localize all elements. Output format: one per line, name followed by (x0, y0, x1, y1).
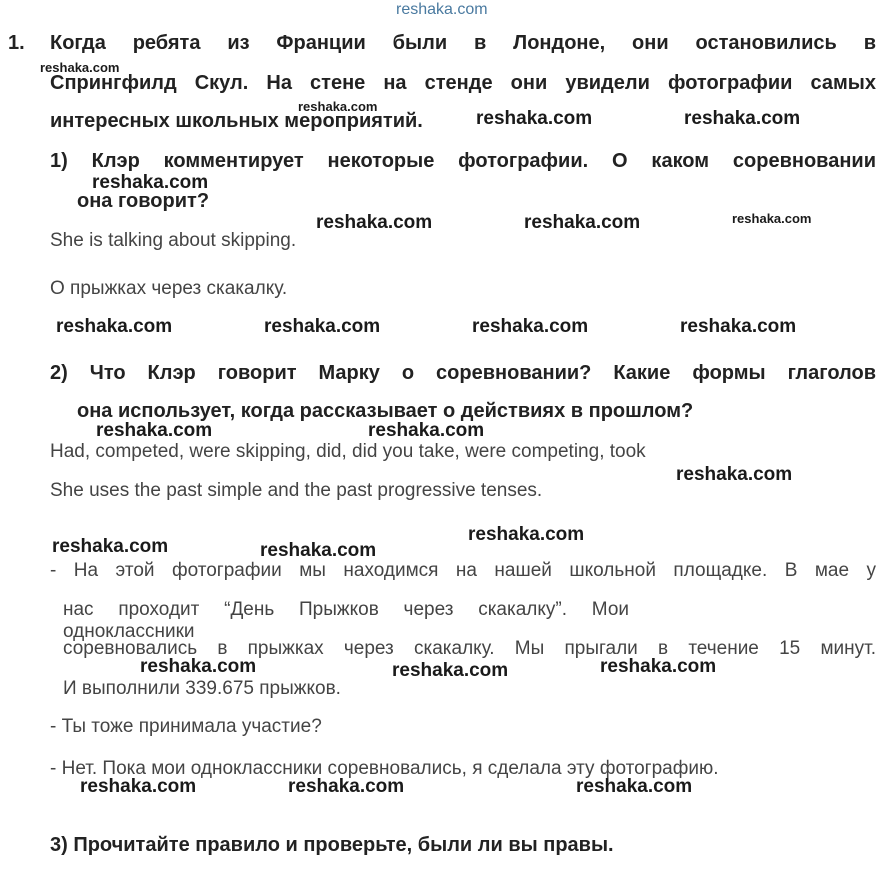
q3-line1: 3) Прочитайте правило и проверьте, были ли вы правы. (50, 834, 614, 856)
dialogue-line5: - Ты тоже принимала участие? (50, 716, 322, 737)
watermark: reshaka.com (732, 211, 812, 226)
dialogue-line2: нас проходит “День Прыжков через скакалку”. Мои одноклассники (63, 599, 629, 642)
watermark: reshaka.com (368, 420, 485, 441)
watermark: reshaka.com (476, 108, 593, 129)
task-number: 1. (8, 32, 25, 54)
watermark: reshaka.com (396, 1, 488, 18)
watermark: reshaka.com (524, 212, 641, 233)
task-intro-line1: Когда ребята из Франции были в Лондоне, они остановились в (50, 32, 876, 54)
watermark: reshaka.com (472, 316, 589, 337)
watermark: reshaka.com (140, 656, 257, 677)
dialogue-line6: - Нет. Пока мои одноклассники соревновались, я сделала эту фотографию. (50, 758, 719, 779)
watermark: reshaka.com (52, 536, 169, 557)
dialogue-line3: соревновались в прыжках через скакалку. Мы прыгали в течение 15 минут. (63, 638, 876, 659)
q2-answer-tenses: She uses the past simple and the past progressive tenses. (50, 480, 543, 501)
q2-line2: она использует, когда рассказывает о действиях в прошлом? (77, 400, 694, 422)
watermark: reshaka.com (56, 316, 173, 337)
watermark: reshaka.com (40, 60, 120, 75)
watermark: reshaka.com (80, 776, 197, 797)
q1-line1: 1) Клэр комментирует некоторые фотографии. О каком соревновании (50, 150, 876, 172)
watermark: reshaka.com (96, 420, 213, 441)
watermark: reshaka.com (576, 776, 693, 797)
task-intro-line2: Спрингфилд Скул. На стене на стенде они увидели фотографии самых (50, 72, 876, 94)
watermark: reshaka.com (264, 316, 381, 337)
watermark: reshaka.com (92, 172, 209, 193)
q1-answer-ru: О прыжках через скакалку. (50, 278, 288, 299)
watermark: reshaka.com (680, 316, 797, 337)
watermark: reshaka.com (298, 99, 378, 114)
dialogue-line1: - На этой фотографии мы находимся на нашей школьной площадке. В мае у (50, 560, 876, 581)
q2-line1: 2) Что Клэр говорит Марку о соревновании? Какие формы глаголов (50, 362, 876, 384)
watermark: reshaka.com (676, 464, 793, 485)
q1-answer-en: She is talking about skipping. (50, 230, 297, 251)
watermark: reshaka.com (316, 212, 433, 233)
watermark: reshaka.com (600, 656, 717, 677)
watermark: reshaka.com (288, 776, 405, 797)
watermark: reshaka.com (684, 108, 801, 129)
watermark: reshaka.com (468, 524, 585, 545)
q2-answer-verbs: Had, competed, were skipping, did, did you take, were competing, took (50, 441, 646, 462)
dialogue-line4: И выполнили 339.675 прыжков. (63, 678, 341, 699)
watermark: reshaka.com (260, 540, 377, 561)
q1-line2: она говорит? (77, 190, 210, 212)
task-intro-line3: интересных школьных мероприятий. (50, 110, 423, 132)
watermark: reshaka.com (392, 660, 509, 681)
